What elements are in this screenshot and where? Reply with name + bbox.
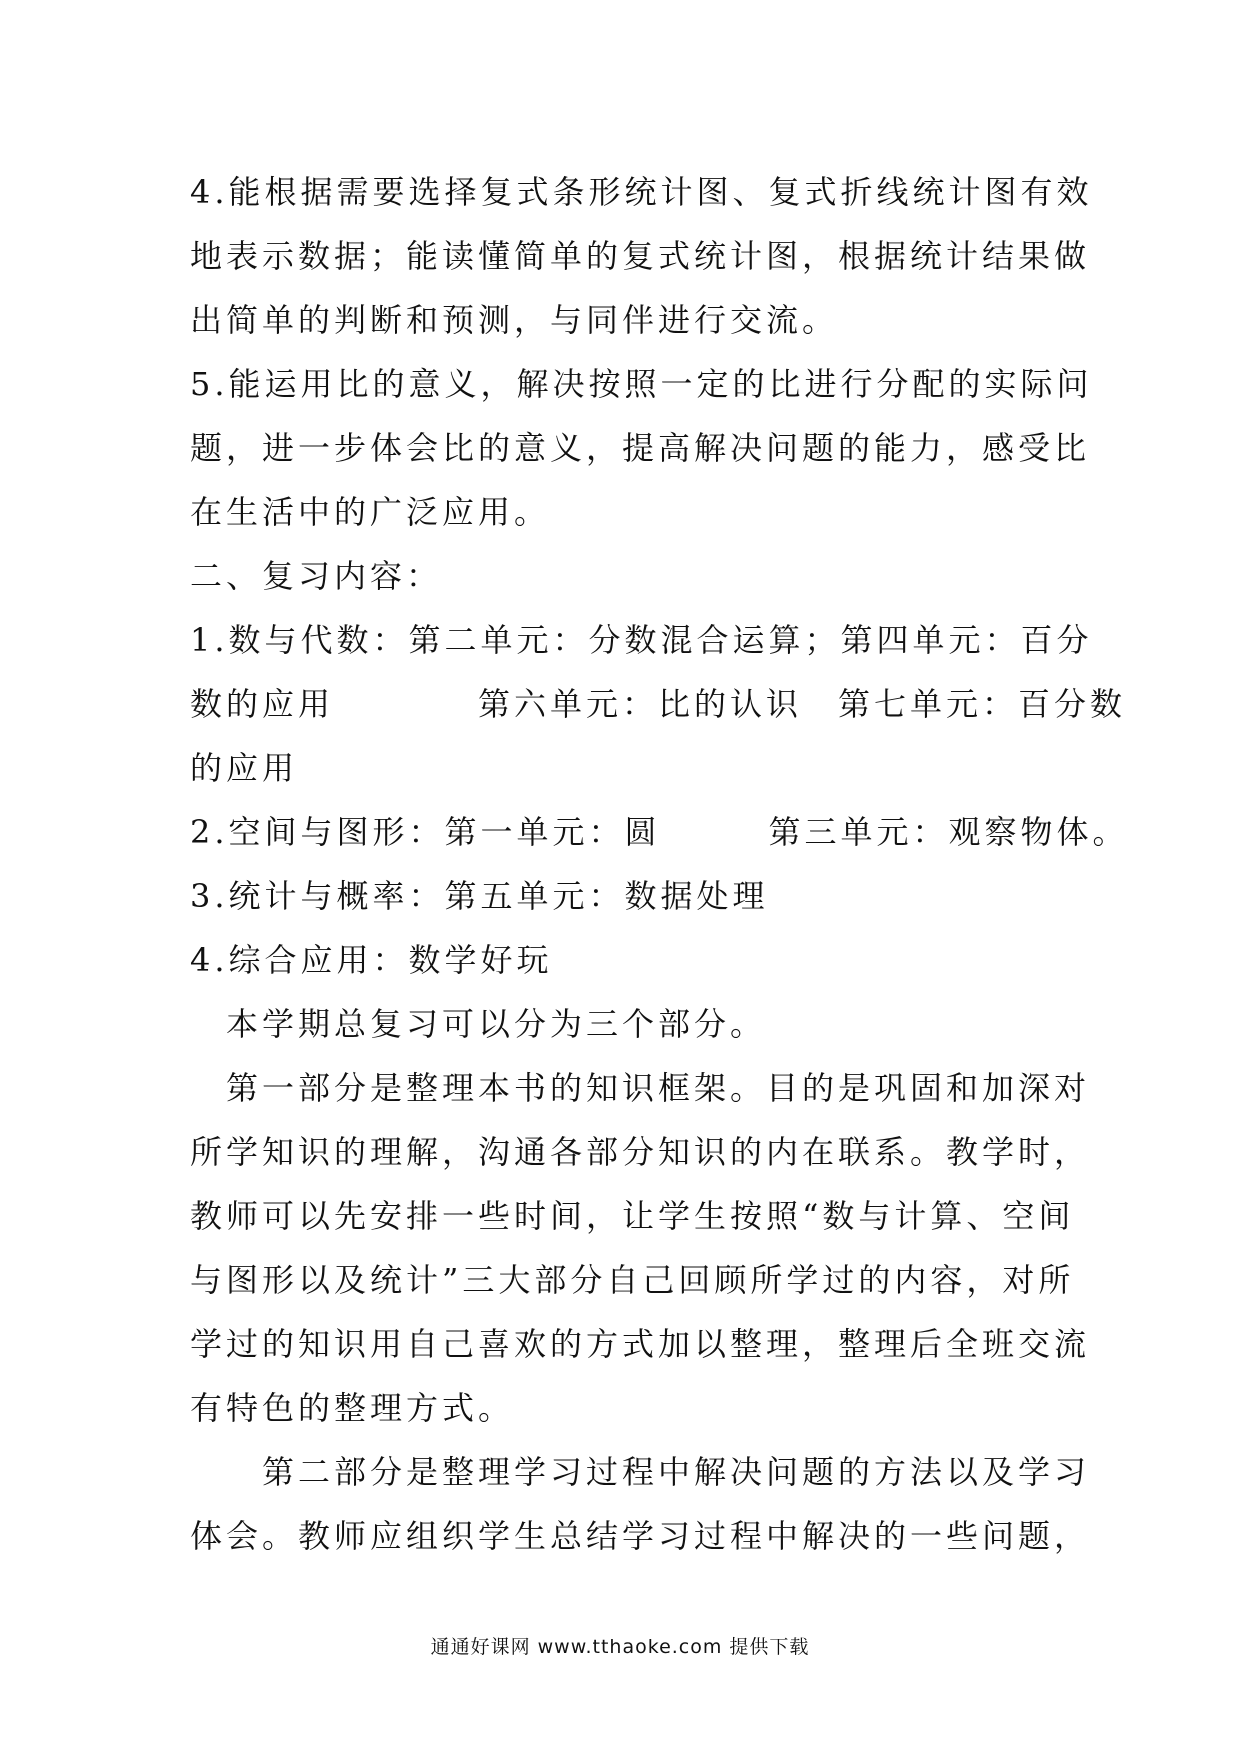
text-line: 第一部分是整理本书的知识框架。目的是巩固和加深对 [190,1069,1091,1107]
text-line: 体会。教师应组织学生总结学习过程中解决的一些问题， [190,1517,1091,1555]
text-line: 的应用 [190,749,299,787]
text-line: 与图形以及统计”三大部分自己回顾所学过的内容，对所 [190,1261,1075,1299]
text-line: 在生活中的广泛应用。 [190,493,551,531]
text-line: 本学期总复习可以分为三个部分。 [190,1005,767,1043]
text-line: 数的应用 第六单元：比的认识 第七单元：百分数 [190,685,1127,723]
text-line: 5.能运用比的意义，解决按照一定的比进行分配的实际问 [190,365,1093,403]
text-line: 2.空间与图形：第一单元：圆 第三单元：观察物体。 [190,813,1129,851]
section-heading: 二、复习内容： [190,557,443,595]
text-line: 地表示数据；能读懂简单的复式统计图，根据统计结果做 [190,237,1091,275]
text-line: 题，进一步体会比的意义，提高解决问题的能力，感受比 [190,429,1091,467]
text-line: 教师可以先安排一些时间，让学生按照“数与计算、空间 [190,1197,1075,1235]
text-line: 有特色的整理方式。 [190,1389,515,1427]
text-line: 1.数与代数：第二单元：分数混合运算；第四单元：百分 [190,621,1093,659]
text-line: 4.综合应用：数学好玩 [190,941,553,979]
text-line: 3.统计与概率：第五单元：数据处理 [190,877,769,915]
footer-download-notice: 通通好课网 www.tthaoke.com 提供下载 [430,1636,810,1658]
text-line: 4.能根据需要选择复式条形统计图、复式折线统计图有效 [190,173,1093,211]
text-line: 第二部分是整理学习过程中解决问题的方法以及学习 [190,1453,1091,1491]
text-line: 学过的知识用自己喜欢的方式加以整理，整理后全班交流 [190,1325,1091,1363]
text-line: 所学知识的理解，沟通各部分知识的内在联系。教学时， [190,1133,1091,1171]
text-line: 出简单的判断和预测，与同伴进行交流。 [190,301,839,339]
